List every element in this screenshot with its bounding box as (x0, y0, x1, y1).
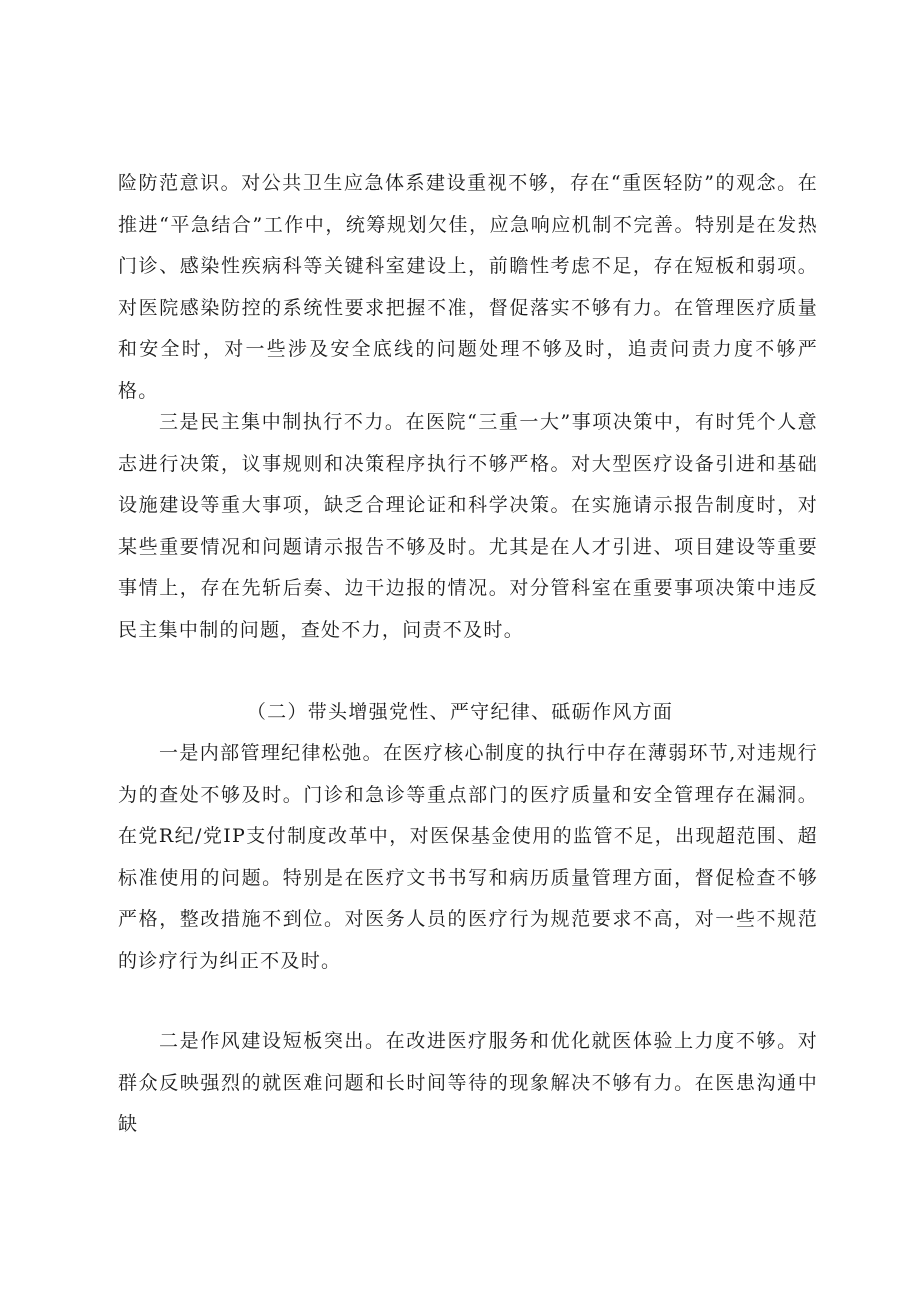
paragraph-work-style: 二是作风建设短板突出。在改进医疗服务和优化就医体验上力度不够。对群众反映强烈的就医难问题和长时间等待的现象解决不够有力。在医患沟通中缺 (118, 1030, 818, 1135)
paragraph-internal-management: 一是内部管理纪律松弛。在医疗核心制度的执行中存在薄弱环节,对违规行为的查处不够及时。门诊和急诊等重点部门的医疗质量和安全管理存在漏洞。在党R纪/党IP支付制度改革中，对医保基金使用的监管不足，出现超范围、超标准使用的问题。特别是在医疗文书书写和病历质量管理方面，督促检查不够严格，整改措施不到位。对医务人员的医疗行为规范要求不高，对一些不规范的诊疗行为纠正不及时。 (118, 742, 818, 972)
section-heading: （二）带头增强党性、严守纪律、砥砺作风方面 (246, 701, 674, 723)
paragraph-continuation: 险防范意识。对公共卫生应急体系建设重视不够，存在“重医轻防”的观念。在推进“平急结合”工作中，统筹规划欠佳，应急响应机制不完善。特别是在发热门诊、感染性疾病科等关键科室建设上，前瞻性考虑不足，存在短板和弱项。对医院感染防控的系统性要求把握不准，督促落实不够有力。在管理医疗质量和安全时，对一些涉及安全底线的问题处理不够及时，追责问责力度不够严格。 (118, 172, 818, 402)
paragraph-democratic-centralism: 三是民主集中制执行不力。在医院“三重一大”事项决策中，有时凭个人意志进行决策，议事规则和决策程序执行不够严格。对大型医疗设备引进和基础设施建设等重大事项，缺乏合理论证和科学决策。在实施请示报告制度时，对某些重要情况和问题请示报告不够及时。尤其是在人才引进、项目建设等重要事情上，存在先斩后奏、边干边报的情况。对分管科室在重要事项决策中违反民主集中制的问题，查处不力，问责不及时。 (118, 411, 818, 641)
